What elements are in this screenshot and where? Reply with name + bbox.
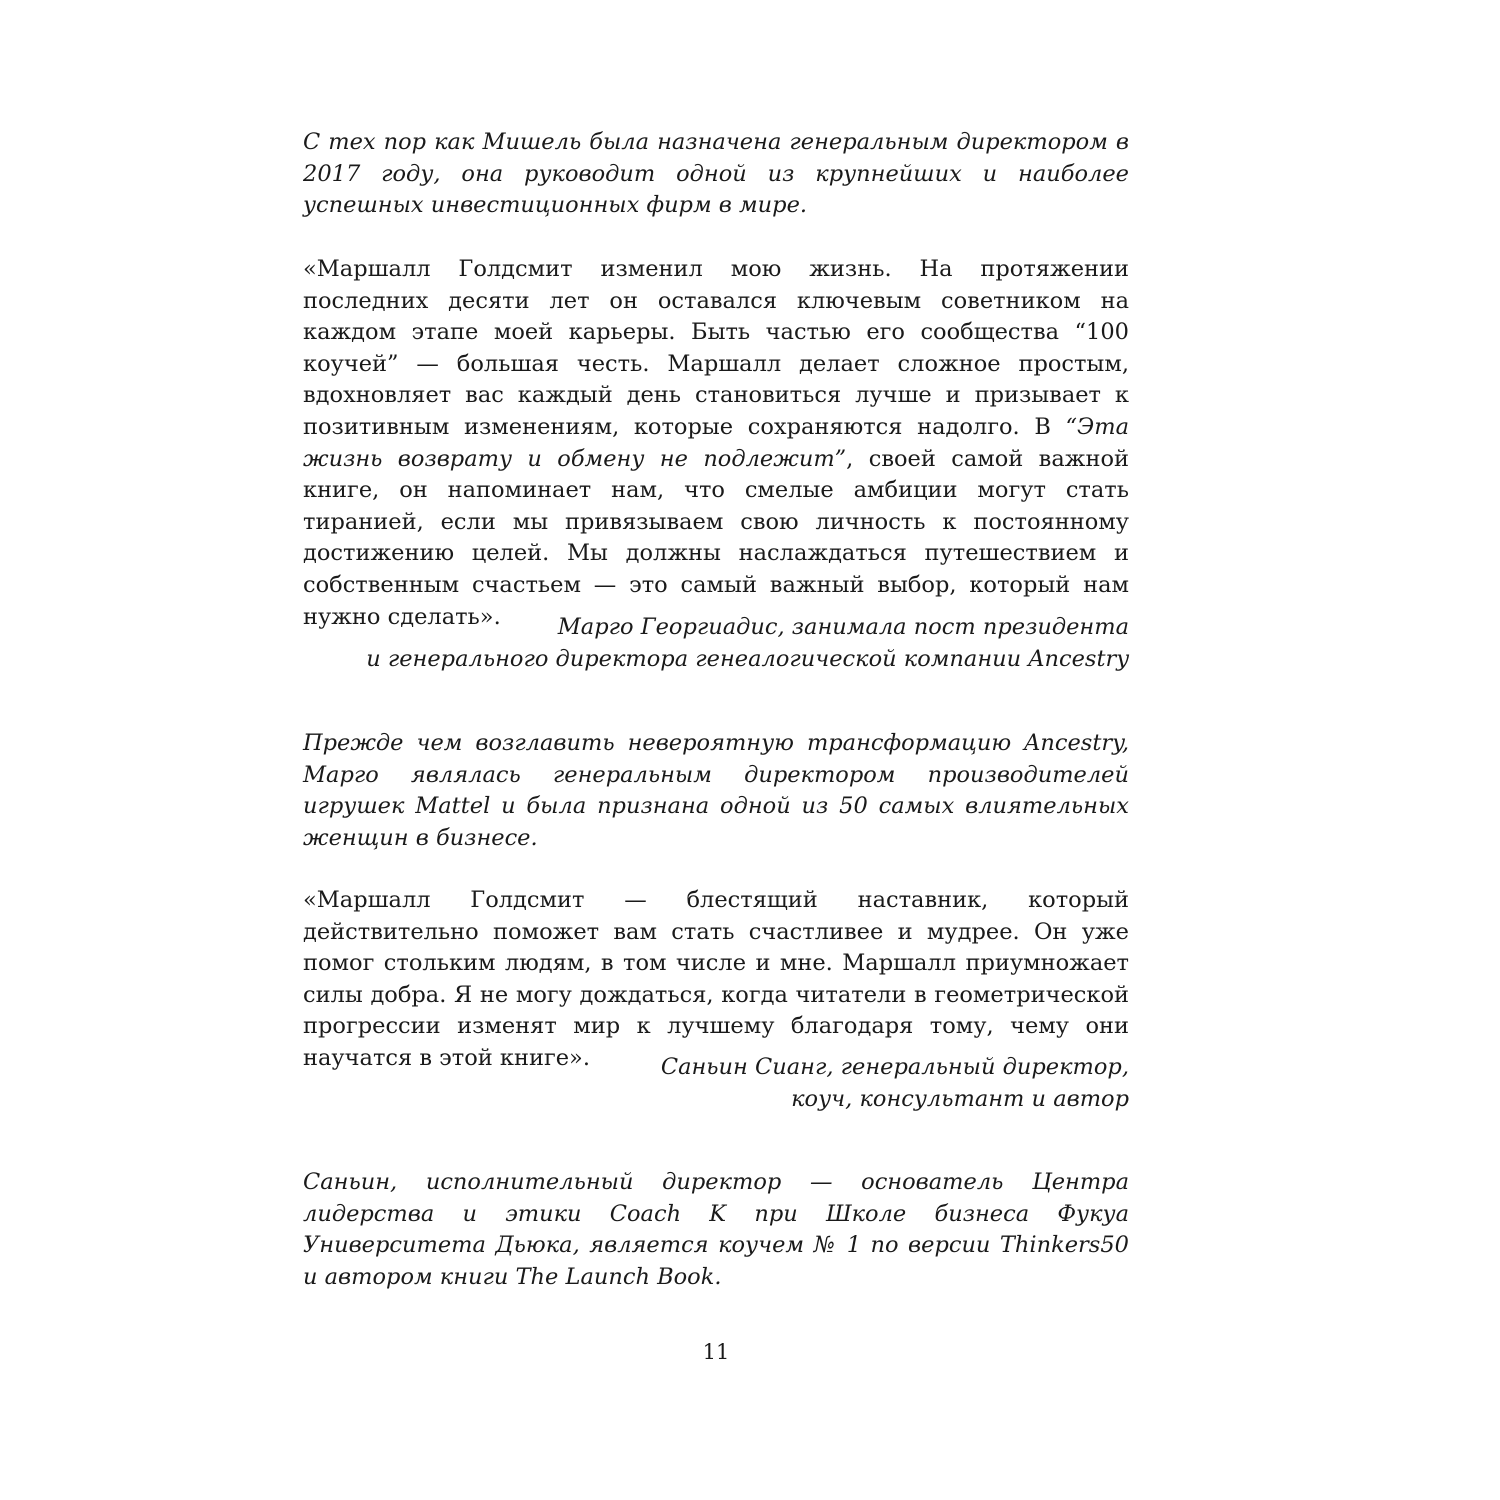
quote-sanyin-paragraph: «Маршалл Голдсмит — блестящий наставник, который действительно поможет вам стать счастливее и мудрее. Он уже помог стольким людям, в том числе и мне. Маршалл приумножает силы добра. Я не могу дождаться, когда читатели в геометрической прогрессии изменят мир к лучшему благодаря тому, чему они научатся в этой книге». [303, 887, 1129, 1071]
attribution-margo-line-1: Марго Георгиадис, занимала пост президента [557, 614, 1129, 640]
quote-margo-paragraph [303, 254, 1129, 633]
bio-michelle-paragraph: С тех пор как Мишель была назначена генеральным директором в 2017 году, она руководит одной из крупнейших и наиболее успешных инвестиционных фирм в мире. [303, 129, 1129, 219]
quote-margo-book-title: “Эта жизнь возврату и обмену не подлежит” [303, 413, 1129, 472]
attribution-sanyin-line-1: Саньин Сианг, генеральный директор, [660, 1054, 1129, 1080]
bio-sanyin-paragraph: Саньин, исполнительный директор — основатель Центра лидерства и этики Coach K при Школе бизнеса Фукуа Университета Дьюка, является коучем № 1 по версии Thinkers50 и автором книги The Launch Book. [303, 1169, 1129, 1290]
attribution-margo [303, 612, 1129, 675]
quote-margo-text-end: , своей самой важной книге, он напоминает нам, что смелые амбиции могут стать тиранией, если мы привязываем свою личность к постоянному достижению целей. Мы должны наслаждаться путешествием и собственным счастьем — это самый важный выбор, который нам нужно сделать». [303, 445, 1129, 630]
page-number: 11 [702, 1340, 730, 1364]
attribution-margo-line-2: и генерального директора генеалогической компании Ancestry [366, 645, 1129, 672]
attribution-sanyin [303, 1052, 1129, 1115]
quote-margo-text-start: «Маршалл Голдсмит изменил мою жизнь. На протяжении последних десяти лет он оставался ключевым советником на каждом этапе моей карьеры. Быть частью его сообщества “100 коучей” — большая честь. Маршалл делает сложное простым, вдохновляет вас каждый день становиться лучше и призывает к позитивным изменениям, которые сохраняются надолго. В [303, 256, 1129, 440]
attribution-sanyin-line-2: коуч, консультант и автор [791, 1085, 1129, 1112]
bio-margo-paragraph: Прежде чем возглавить невероятную трансформацию Ancestry, Марго являлась генеральным директором производителей игрушек Mattel и была признана одной из 50 самых влиятельных женщин в бизнесе. [303, 730, 1129, 851]
